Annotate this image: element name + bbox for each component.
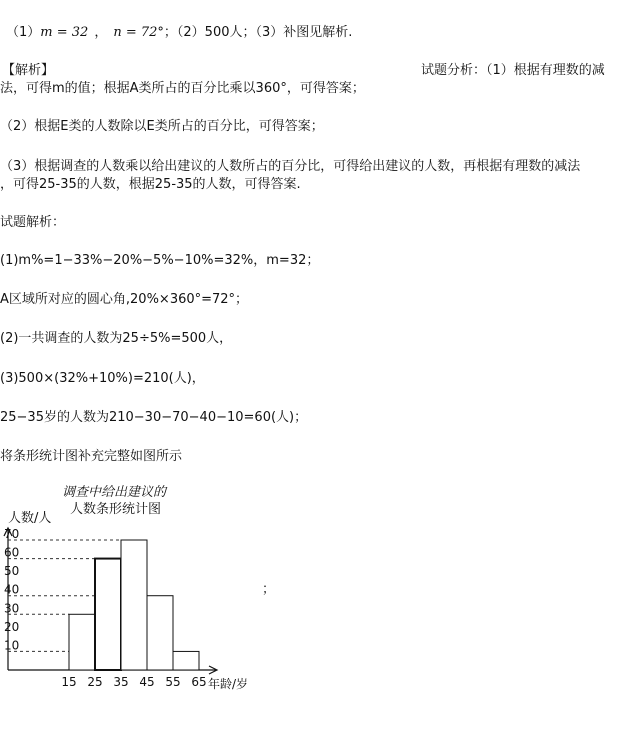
y-tick-label: 60 xyxy=(4,545,20,560)
bar xyxy=(147,596,173,670)
answer-line xyxy=(6,24,352,42)
n-equation: n = 72° xyxy=(113,25,164,40)
bar-chart xyxy=(0,478,300,698)
x-axis-label: 年龄/岁 xyxy=(208,677,249,691)
y-tick-label: 30 xyxy=(4,601,20,616)
x-tick-label: 15 xyxy=(61,675,77,689)
y-axis-label: 人数/人 xyxy=(8,511,52,526)
answer-part1-label: （1） xyxy=(6,25,41,40)
solution-step4: (3)500×(32%+10%)=210(人)， xyxy=(0,371,205,386)
y-tick-label: 40 xyxy=(4,582,20,597)
solution-heading: 试题解析： xyxy=(0,215,66,230)
chart-title-line2: 人数条形统计图 xyxy=(70,502,162,517)
trailing-mark: ； xyxy=(262,582,276,597)
solution-step2: A区域所对应的圆心角,20%×360°=72°； xyxy=(0,292,249,307)
bar xyxy=(121,540,147,670)
x-tick-label: 35 xyxy=(113,675,129,689)
solution-step6: 将条形统计图补充完整如图所示 xyxy=(0,449,183,464)
y-tick-label: 50 xyxy=(4,564,20,579)
solution-step5: 25−35岁的人数为210−30−70−40−10=60(人)； xyxy=(0,410,308,425)
analysis-tag: 【解析】 xyxy=(2,63,55,78)
analysis-part3-line1: （3）根据调查的人数乘以给出建议的人数所占的百分比，可得给出建议的人数，再根据有理数的减法 xyxy=(0,159,581,174)
answer-rest: ；（2）500人；（3）补图见解析. xyxy=(163,25,353,40)
solution-step3: (2)一共调查的人数为25÷5%=500人， xyxy=(0,331,233,346)
analysis-intro-continued: 法，可得m的值；根据A类所占的百分比乘以360°，可得答案； xyxy=(0,81,365,96)
y-tick-label: 20 xyxy=(4,619,20,634)
analysis-intro-right: 试题分析：（1）根据有理数的减 xyxy=(421,63,605,78)
bar xyxy=(173,651,199,670)
analysis-part2: （2）根据E类的人数除以E类所占的百分比，可得答案； xyxy=(0,119,324,134)
y-tick-label: 70 xyxy=(4,527,20,541)
answer-separator: ， xyxy=(94,25,108,40)
y-tick-label: 10 xyxy=(4,638,20,653)
bar xyxy=(69,614,95,670)
x-tick-label: 25 xyxy=(87,675,103,689)
m-equation: m = 32 xyxy=(40,25,89,40)
chart-title-line1: 调查中给出建议的 xyxy=(62,485,167,500)
x-tick-label: 45 xyxy=(139,675,155,689)
bar xyxy=(95,559,121,670)
analysis-part3-line2: ，可得25-35的人数，根据25-35的人数，可得答案. xyxy=(0,177,301,192)
x-tick-label: 55 xyxy=(165,675,181,689)
x-tick-label: 65 xyxy=(191,675,207,689)
solution-step1: (1)m%=1−33%−20%−5%−10%=32%，m=32； xyxy=(0,253,320,268)
